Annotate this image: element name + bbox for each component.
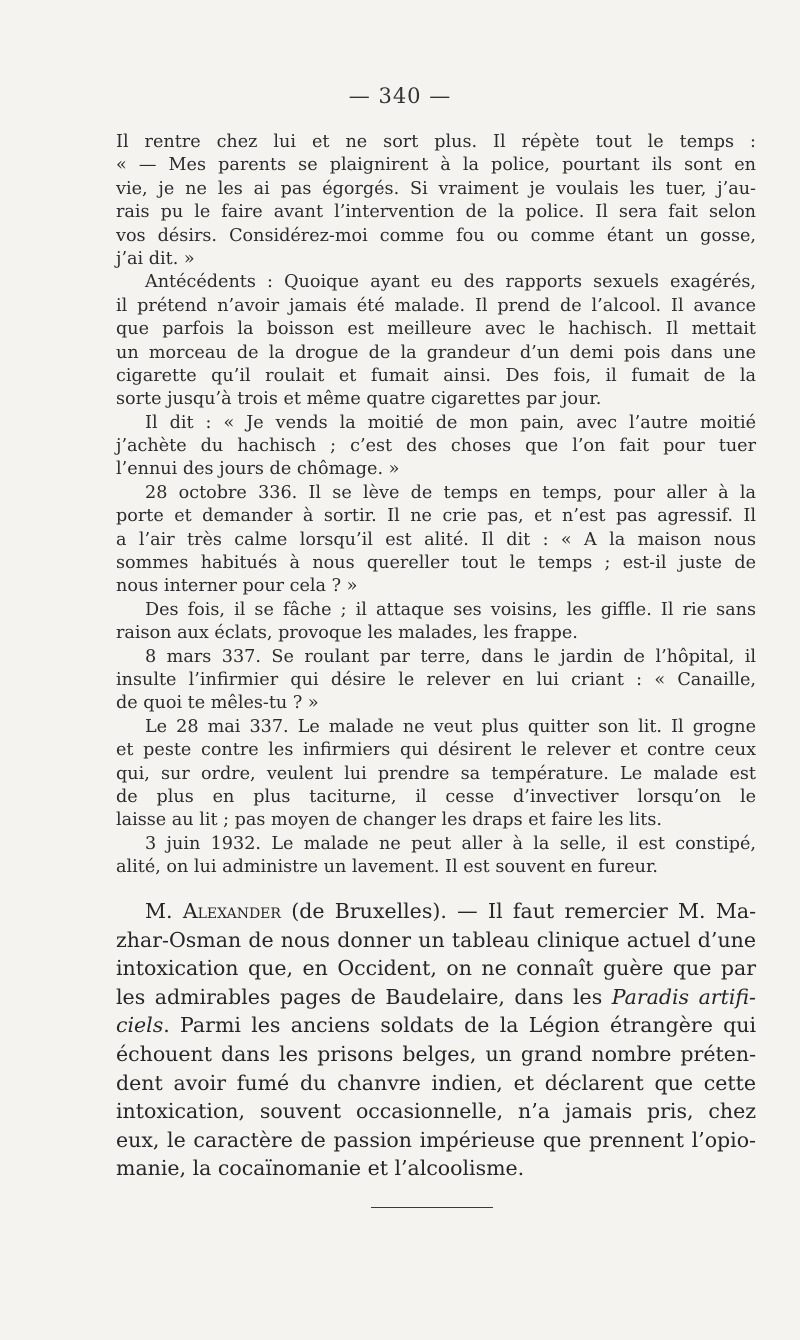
discussion-line (116, 897, 756, 926)
text-line: et peste contre les infirmiers qui désirent le relever et contre ceux (116, 740, 756, 761)
text-line: 8 mars 337. Se roulant par terre, dans le jardin de l’hôpital, il (145, 646, 756, 667)
text-line: alité, on lui administre un lavement. Il est souvent en fureur. (116, 857, 659, 878)
text-line: nous interner pour cela ? » (116, 576, 358, 597)
text-line: raison aux éclats, provoque les malades, les frappe. (116, 623, 578, 644)
discussion-text: — Il faut remercier M. Ma- (446, 899, 756, 923)
text-line: Des fois, il se fâche ; il attaque ses voisins, les giffle. Il rie sans (145, 599, 756, 620)
text-line: Antécédents : Quoique ayant eu des rapports sexuels exagérés, (145, 272, 756, 293)
section-rule (371, 1207, 493, 1208)
case-report-text (116, 131, 756, 880)
text-line: j’achète du hachisch ; c’est des choses que l’on fait pour tuer (116, 436, 756, 457)
text-line: rais pu le faire avant l’intervention de la police. Il sera fait selon (116, 202, 756, 223)
discussion-paragraph (116, 897, 756, 1183)
text-line: laisse au lit ; pas moyen de changer les draps et faire les lits. (116, 810, 662, 831)
text-line: qui, sur ordre, veulent lui prendre sa température. Le malade est (116, 763, 756, 784)
text-line: de plus en plus taciturne, il cesse d’invectiver lorsqu’on le (116, 786, 756, 807)
text-line: vie, je ne les ai pas égorgés. Si vraiment je voulais les tuer, j’au- (116, 178, 756, 199)
text-line: sommes habitués à nous quereller tout le temps ; est-il juste de (116, 553, 756, 574)
text-line: insulte l’infirmier qui désire le relever en lui criant : « Canaille, (116, 669, 756, 690)
discussion-line: manie, la cocaïnomanie et l’alcoolisme. (116, 1156, 525, 1181)
discussion-text: . Parmi les anciens soldats de la Légion étrangère qui (163, 1013, 756, 1038)
discussion-line: intoxication, souvent occasionnelle, n’a jamais pris, chez (116, 1099, 756, 1124)
discussion-line: zhar-Osman de nous donner un tableau clinique actuel d’une (116, 927, 756, 952)
book-title: ciels (116, 1013, 164, 1038)
text-line: l’ennui des jours de chômage. » (116, 459, 400, 480)
text-line: vos désirs. Considérez-moi comme fou ou comme étant un gosse, (116, 225, 756, 246)
text-line: Il rentre chez lui et ne sort plus. Il répète tout le temps : (116, 132, 756, 152)
discussion-line (116, 983, 756, 1012)
text-line: il prétend n’avoir jamais été malade. Il prend de l’alcool. Il avance (116, 295, 756, 316)
book-title: Paradis artifi- (611, 984, 756, 1009)
text-line: j’ai dit. » (116, 248, 195, 269)
text-line: cigarette qu’il roulait et fumait ainsi. Des fois, il fumait de la (116, 365, 756, 386)
speaker-affiliation: (de Bruxelles). (280, 899, 447, 923)
text-line: Il dit : « Je vends la moitié de mon pain, avec l’autre moitié (145, 412, 756, 433)
text-line: porte et demander à sortir. Il ne crie pas, et n’est pas agressif. Il (116, 506, 756, 527)
discussion-line: échouent dans les prisons belges, un grand nombre préten- (116, 1041, 756, 1066)
speaker-name: Alexander (182, 899, 281, 923)
text-line: de quoi te mêles-tu ? » (116, 693, 319, 714)
text-line: un morceau de la drogue de la grandeur d’un demi pois dans une (116, 342, 756, 363)
discussion-line: dent avoir fumé du chanvre indien, et déclarent que cette (116, 1070, 756, 1095)
discussion-text: les admirables pages de Baudelaire, dans les (116, 984, 612, 1009)
text-line: « — Mes parents se plaignirent à la police, pourtant ils sont en (116, 155, 756, 176)
text-line: 3 juin 1932. Le malade ne peut aller à la selle, il est constipé, (145, 833, 756, 854)
text-line: Le 28 mai 337. Le malade ne veut plus quitter son lit. Il grogne (145, 716, 756, 737)
text-line: sorte jusqu’à trois et même quatre cigarettes par jour. (116, 389, 602, 410)
speaker-prefix: M. (145, 899, 183, 923)
text-line: a l’air très calme lorsqu’il est alité. Il dit : « A la maison nous (116, 529, 756, 550)
page-number: — 340 — (348, 84, 452, 108)
discussion-line: eux, le caractère de passion impérieuse que prennent l’opio- (116, 1127, 756, 1152)
text-line: que parfois la boisson est meilleure avec le hachisch. Il mettait (116, 319, 756, 340)
text-line: 28 octobre 336. Il se lève de temps en temps, pour aller à la (145, 482, 756, 503)
discussion-line (116, 1011, 756, 1040)
discussion-line: intoxication que, en Occident, on ne connaît guère que par (116, 956, 756, 981)
